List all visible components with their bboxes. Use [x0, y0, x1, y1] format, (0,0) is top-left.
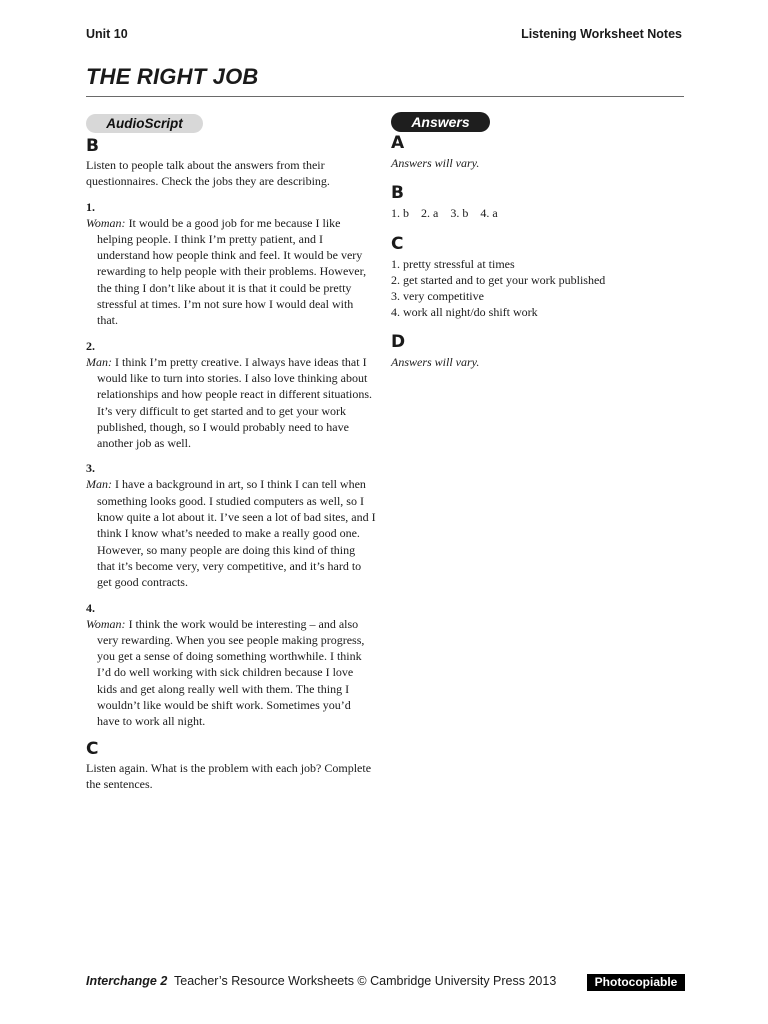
- answer-letter-c: C: [391, 233, 404, 254]
- script-item-number: 4.: [86, 600, 95, 615]
- script-item-number: 1.: [86, 199, 95, 214]
- answer-letter-b: B: [391, 183, 404, 204]
- script-item-speech: [86, 215, 376, 329]
- answer-c-list: [391, 256, 691, 320]
- list-item: 2. get started and to get your work published: [391, 272, 606, 287]
- audioscript-pill: AudioScript: [86, 114, 203, 133]
- script-item-number: 2.: [86, 338, 95, 353]
- speaker-label: Woman:: [86, 215, 126, 230]
- worksheet-section-label: Listening Worksheet Notes: [521, 27, 682, 41]
- speech-text: It would be a good job for me because I like helping people. I think I’m pretty patient, and I understand how people think and feel. It would be very rewarding to help people with their problems. However, the thing I don’t like about it is that it could be pretty stressful at times. I’m not sure how I would deal with that.: [97, 215, 367, 328]
- footer-copyright: [86, 974, 556, 988]
- section-c-intro: Listen again. What is the problem with each job? Complete the sentences.: [86, 760, 372, 791]
- speaker-label: Woman:: [86, 616, 126, 631]
- section-b-intro: Listen to people talk about the answers from their questionnaires. Check the jobs they are describing.: [86, 158, 330, 189]
- list-item: 3. very competitive: [391, 288, 484, 303]
- script-item-speech: [86, 354, 376, 452]
- answer-letter-a: A: [391, 133, 405, 153]
- section-letter-b: B: [86, 136, 99, 156]
- page-title: THE RIGHT JOB: [86, 64, 259, 89]
- speaker-label: Man:: [86, 354, 112, 369]
- answer-d-text: Answers will vary.: [391, 354, 480, 369]
- audioscript-column: [86, 136, 376, 792]
- answer-b-text: 1. b 2. a 3. b 4. a: [391, 206, 498, 221]
- title-divider: [86, 96, 684, 97]
- section-letter-c: C: [86, 738, 99, 759]
- answers-pill: Answers: [391, 112, 490, 132]
- speech-text: I think the work would be interesting – and also very rewarding. When you see people making progress, you get a sense of doing something worthwhile. I think I’d do well working with sick children because I love kids and get along really well with them. The thing I wouldn’t like would be shift work. Sometimes you’d have to work all night.: [97, 616, 365, 729]
- speaker-label: Man:: [86, 477, 112, 492]
- answer-a-text: Answers will vary.: [391, 156, 480, 170]
- script-item: [86, 338, 376, 452]
- list-item: 4. work all night/do shift work: [391, 304, 538, 319]
- script-item-speech: [86, 476, 376, 590]
- script-item: [86, 199, 376, 329]
- speech-text: I have a background in art, so I think I can tell when something looks good. I studied computers as well, so I know quite a lot about it. I’ve seen a lot of bad sites, and I think I know what’s needed to make a really good one. However, so many people are doing this kind of thing that it’s become very, very competitive, and it’s hard to get good contracts.: [97, 477, 376, 590]
- unit-label: Unit 10: [86, 27, 128, 41]
- photocopiable-badge: Photocopiable: [587, 974, 685, 991]
- answers-column: [391, 133, 691, 370]
- answer-letter-d: D: [391, 331, 406, 352]
- speech-text: I think I’m pretty creative. I always have ideas that I would like to turn into stories. I also love thinking about relationships and how people react in different situations. It’s very difficult to get started and to get your work published, though, so I would probably need to have another job as well.: [97, 354, 373, 451]
- list-item: 1. pretty stressful at times: [391, 256, 515, 271]
- script-item-number: 3.: [86, 461, 95, 476]
- script-item: [86, 600, 376, 730]
- footer-brand: Interchange 2: [86, 974, 168, 988]
- script-item-speech: [86, 616, 376, 730]
- footer-text: Teacher’s Resource Worksheets © Cambridge University Press 2013: [167, 974, 557, 988]
- script-item: [86, 460, 376, 590]
